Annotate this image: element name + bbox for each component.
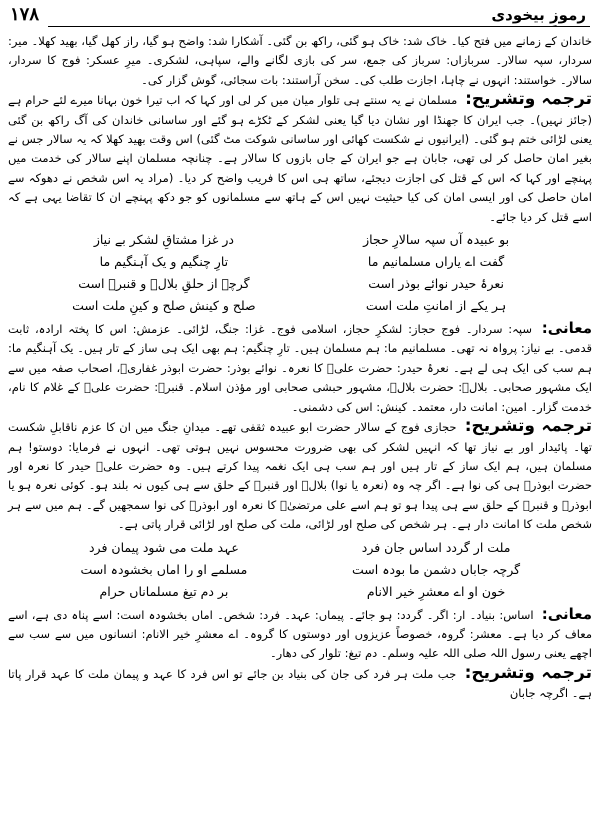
verse-line (48, 273, 552, 295)
meanings-block-2 (8, 319, 592, 417)
verse-line (48, 251, 552, 273)
meanings-label: معانی: (541, 604, 592, 623)
hemistich: بر دم تیغ مسلماناں حرام (99, 583, 229, 599)
running-title: رموزِ بیخودی (491, 6, 586, 24)
meanings-block-3 (8, 605, 592, 664)
hemistich: مسلمے او را اماں بخشودہ است (80, 561, 248, 577)
translation-label: ترجمہ وتشریح: (464, 416, 593, 437)
hemistich: بو عبیدہ آں سپہ سالارِ حجاز (363, 232, 510, 248)
hemistich: ملت ار گردد اساس جان فرد (361, 539, 511, 555)
header-rule (48, 26, 590, 27)
hemistich: گرچہ جاباں دشمن ما بودہ است (352, 561, 521, 577)
translation-text: جب ملت ہر فرد کی جان کی بنیاد بن جائے تو اس فرد کا عہد و پیمان ملت کا عہد قرار پاتا ہے۔ اگرچہ جابان (8, 666, 592, 701)
translation-text: مسلمان نے یہ سنتے ہی تلوار میان میں کر لی اور کہا کہ اب تیرا خون بہانا میرے لئے حرام ہے (جائز نہیں)۔ جب ایران کا جھنڈا اور نشان دیا گیا یعنی لشکر کے ٹکڑے ہو گئے اور ساسانی خاندان کی آگ راکھ بن گئی یعنی لڑائی ختم ہو گئی۔ (ایرانیوں نے شکست کھائی اور ساسانی شوکت مٹ گئی) اس وقت بھید کھلا کہ یہ سالار جس نے بغیر امان حاصل کر لی تھی، جابان ہے جو ایران کے جاں بازوں کا سالار ہے۔ چنانچہ مسلمان اپنے سالار کی خدمت میں پہنچے اور کہا کہ اس کے قتل کی اجازت دیجئے، ساتھ ہی اس کا فریب واضح کر دیا۔ (مراد یہ اس شخص نے دھوکہ سے امان حاصل کی اور ایسی امان کی کیا حیثیت نہیں اس کے ہاتھ سے مسلمانوں کو جو دکھ پہنچے ان کا تقاضا یہی ہے کہ اسے قتل کر دیا جائے۔ (8, 93, 592, 224)
verse-line (48, 581, 552, 603)
hemistich: نعرۂ حیدر نوائے بوذر است (368, 276, 504, 292)
poem-stanza-2 (48, 537, 552, 603)
hemistich: در غزا مشتاقِ لشکر بے نیاز (93, 232, 234, 248)
hemistich: صلح و کینش صلح و کینِ ملت است (72, 298, 256, 314)
page-number: ۱۷۸ (10, 4, 40, 25)
hemistich: گرچہ از حلقِ بلالؓ و قنبرؓ است (78, 276, 250, 292)
meanings-label: معانی: (541, 319, 592, 338)
hemistich: عہد ملت می شود پیمان فرد (88, 539, 239, 555)
glossary-continued: خاندان کے زمانے میں فتح کیا۔ خاک شد: خاک ہو گئی، راکھ بن گئی۔ آشکارا شد: واضح ہو گیا، راز کھل گیا، بھید کھلا۔ میر: سردار، سپہ سالار۔ سربازاں: سرباز کی جمع، سر کی بازی لگانے والے، سپاہی، لشکری۔ میرِ عسکر: فوج کا سردار، سالار۔ خواستند: انہوں نے چاہا، اجازت طلب کی۔ سخن آراستند: بات سجائی، گوش گزار کی۔ (8, 34, 592, 87)
meanings-text: اساس: بنیاد۔ ار: اگر۔ گردد: ہو جائے۔ پیماں: عہد۔ فرد: شخص۔ اماں بخشودہ است: اسے پناہ دی ہے، اسے معاف کر دیا ہے۔ معشر: گروہ، خصوصاً عزیزوں اور دوستوں کا گروہ۔ اے معشرِ خیر الانام: انسانوں میں سے سب سے اچھے یعنی رسول اللہ صلی اللہ علیہ وسلم۔ دم تیغ: تلوار کی دھار۔ (8, 607, 592, 661)
translation-block-3 (8, 664, 592, 704)
meanings-text: سپہ: سردار۔ فوج حجاز: لشکرِ حجاز، اسلامی فوج۔ غزا: جنگ، لڑائی۔ عزمش: اس کا پختہ ارادہ، ثابت قدمی۔ بے نیاز: پرواہ نہ تھی۔ مسلمانیم ما: ہم مسلمان ہیں۔ تارِ چنگیم: ہم بھی ایک ہی ساز کے تار ہیں۔ یک آہنگیم ما: ہم سب کی ایک ہی لے ہے۔ نعرۂ حیدر: حضرت علیؓ کا نعرہ۔ نوائے بوذر: حضرت ابوذر غفاریؓ، اصحاب صفہ میں سے ایک مشہور صحابی۔ بلالؓ: حضرت بلالؓ، مشہور حبشی صحابی اور مؤذن اسلام۔ قنبرؓ: حضرت علیؓ کے غلام کا نام، خدمت گزار۔ امین: امانت دار، معتمد۔ کینش: اس کی دشمنی۔ (8, 322, 592, 414)
translation-block-1 (8, 90, 592, 227)
translation-text: حجازی فوج کے سالار حضرت ابو عبیدہ ثقفی تھے۔ میدانِ جنگ میں ان کا عزم ناقابلِ شکست تھا۔ پائیدار اور بے نیاز تھا کہ انہیں لشکر کی بھی ضرورت محسوس نہیں ہوتی تھی۔ انہوں نے فرمایا: دوستو! ہم مسلمان ہیں، ہم ایک ساز کے تار ہیں اور ہم سب ہی ایک نغمہ پیدا کرتے ہیں۔ وہ حضرت علیؓ حیدر کا نعرہ اور حضرت ابوذرؓ ہی کی نوا ہے۔ اگر چہ وہ (نعرہ یا نوا) بلالؓ اور قنبرؓ کے حلق سے ہی کیوں نہ بلند ہو۔ کوئی نعرہ ہو یا ابوذرؓ و قنبرؓ کے حلق سے ہی پیدا ہو تو ہم اسے علی مرتضیٰؓ کا نعرہ اور ابوذرؓ کی نوا سمجھیں گے۔ ہم میں سے ہر شخص ملت کا امانت دار ہے۔ ہر شخص کی صلح اور لڑائی، ملت کی صلح اور لڑائی قرار پاتی ہے۔ (8, 420, 592, 532)
verse-line (48, 229, 552, 251)
verse-line (48, 537, 552, 559)
translation-block-2 (8, 417, 592, 534)
hemistich: گفت اے یاراں مسلمانیم ما (367, 254, 505, 270)
verse-line (48, 295, 552, 317)
page-header (8, 4, 592, 32)
translation-label: ترجمہ وتشریح: (465, 89, 592, 110)
page-body (8, 32, 592, 704)
hemistich: تارِ چنگیم و یک آہنگیم ما (99, 254, 229, 270)
translation-label: ترجمہ وتشریح: (464, 662, 593, 683)
poem-stanza-1 (48, 229, 552, 317)
hemistich: ہر یکے از امانتِ ملت است (365, 298, 507, 314)
verse-line (48, 559, 552, 581)
hemistich: خون او اے معشرِ خیر الانام (366, 583, 506, 599)
